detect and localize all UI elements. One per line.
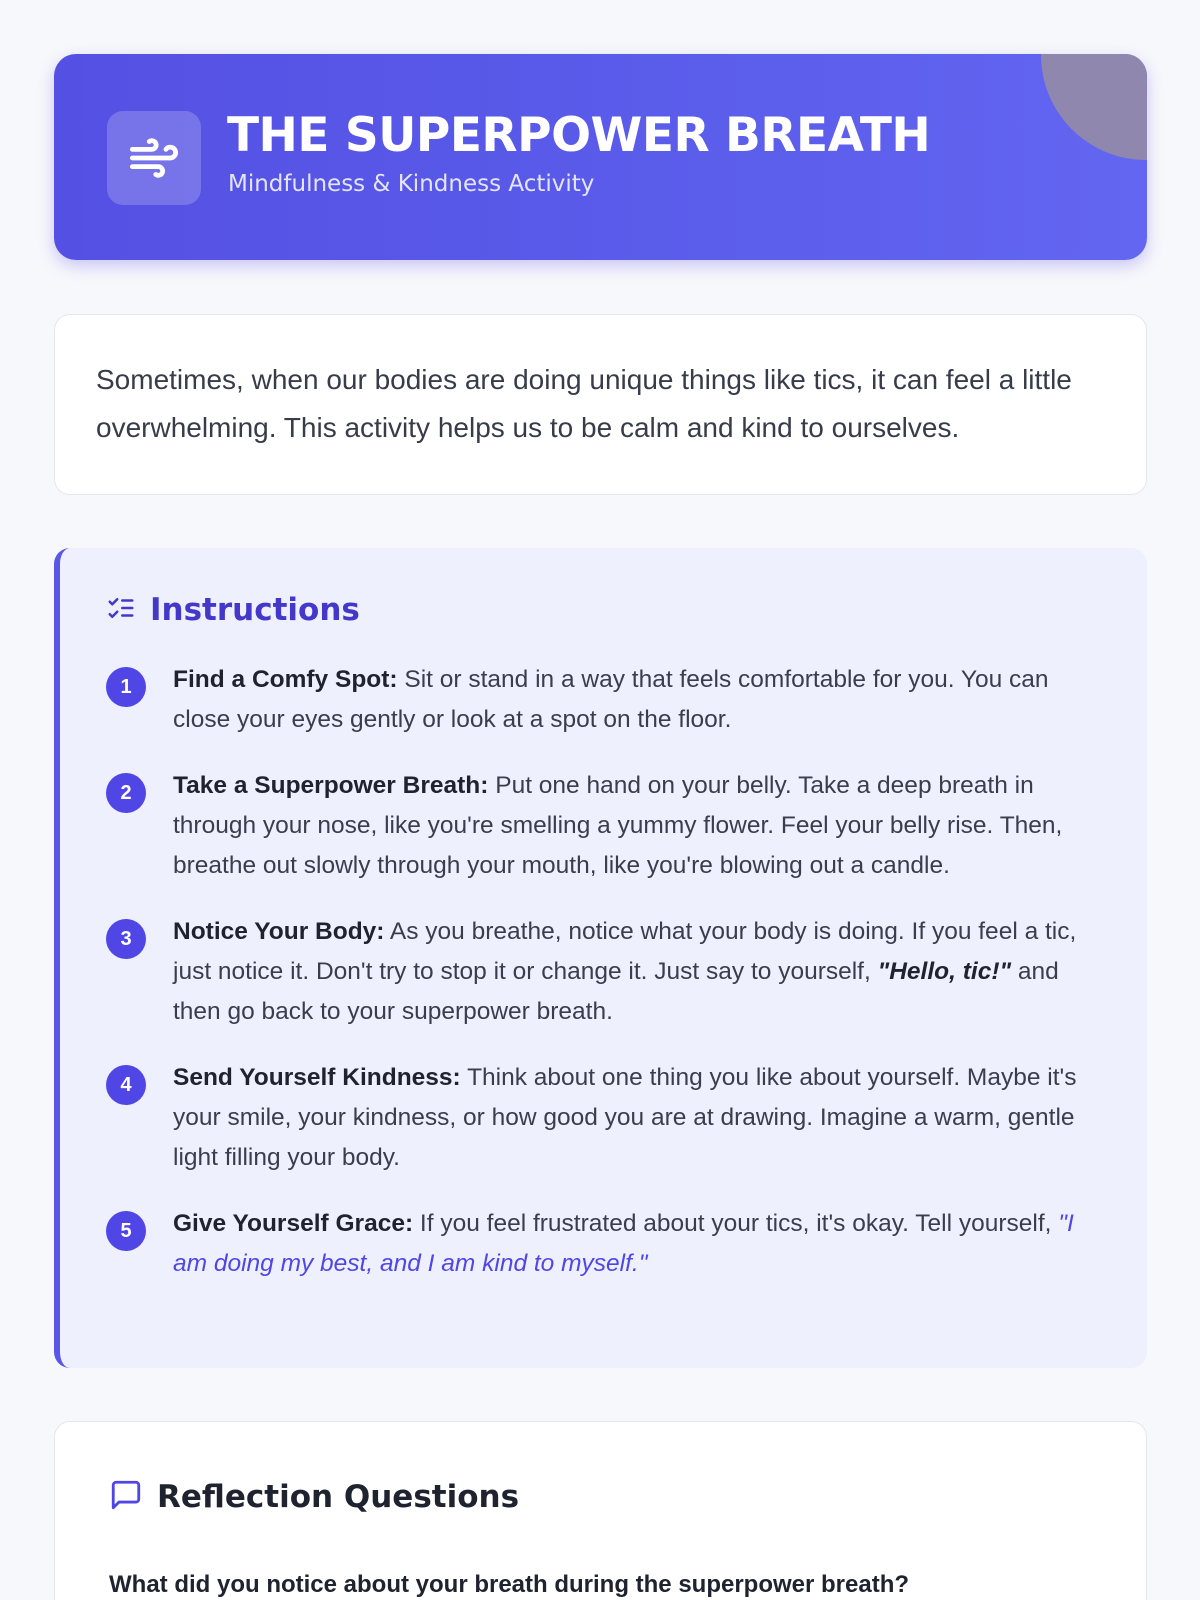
wind-icon	[107, 111, 201, 205]
affirmation-quote: "I am doing my best, and I am kind to myself."	[173, 1210, 1074, 1277]
step-number-badge: 5	[106, 1211, 146, 1251]
step-item	[106, 660, 1106, 740]
instruction-steps	[106, 660, 1106, 1310]
reflection-section	[54, 1421, 1147, 1600]
instructions-title: Instructions	[150, 592, 360, 628]
step-body: Put one hand on your belly. Take a deep breath in through your nose, like you're smelling a yummy flower. Feel your belly rise. Then, breathe out slowly through your mouth, like you're blowing out a candle.	[173, 772, 1063, 879]
step-text	[173, 912, 1103, 1032]
step-number-badge: 4	[106, 1065, 146, 1105]
reflection-question: What did you notice about your breath during the superpower breath?	[109, 1571, 910, 1598]
step-item	[106, 1058, 1106, 1178]
step-title: Give Yourself Grace:	[173, 1210, 414, 1237]
step-body: As you breathe, notice what your body is doing. If you feel a tic, just notice it. Don't try to stop it or change it. Just say to yourself,	[173, 918, 1077, 985]
message-square-icon	[109, 1478, 143, 1516]
reflection-title: Reflection Questions	[157, 1479, 520, 1515]
intro-text: Sometimes, when our bodies are doing unique things like tics, it can feel a little overwhelming. This activity helps us to be calm and kind to ourselves.	[96, 364, 1072, 443]
step-text	[173, 1204, 1103, 1284]
step-body-end: and then go back to your superpower breath.	[173, 958, 1059, 1025]
step-item	[106, 912, 1106, 1032]
step-item	[106, 766, 1106, 886]
step-title: Find a Comfy Spot:	[173, 666, 398, 693]
step-quote: "Hello, tic!"	[877, 958, 1012, 985]
step-text	[173, 1058, 1103, 1178]
instructions-heading	[106, 592, 360, 628]
decorative-circle	[1041, 54, 1147, 160]
step-body: Think about one thing you like about yourself. Maybe it's your smile, your kindness, or how good you are at drawing. Imagine a warm, gentle light filling your body.	[173, 1064, 1077, 1171]
page-subtitle: Mindfulness & Kindness Activity	[228, 171, 595, 197]
step-number-badge: 1	[106, 667, 146, 707]
step-title: Notice Your Body:	[173, 918, 385, 945]
header-banner	[54, 54, 1147, 260]
step-text	[173, 660, 1103, 740]
step-body: If you feel frustrated about your tics, it's okay. Tell yourself,	[413, 1210, 1059, 1237]
step-title: Send Yourself Kindness:	[173, 1064, 461, 1091]
step-body: Sit or stand in a way that feels comfortable for you. You can close your eyes gently or look at a spot on the floor.	[173, 666, 1049, 733]
instructions-section	[54, 548, 1147, 1368]
step-item	[106, 1204, 1106, 1284]
step-number-badge: 3	[106, 919, 146, 959]
list-checks-icon	[106, 593, 136, 627]
step-number-badge: 2	[106, 773, 146, 813]
intro-card	[54, 314, 1147, 495]
reflection-heading	[109, 1478, 519, 1516]
step-text	[173, 766, 1103, 886]
page-title: THE SUPERPOWER BREATH	[227, 108, 931, 163]
step-title: Take a Superpower Breath:	[173, 772, 489, 799]
